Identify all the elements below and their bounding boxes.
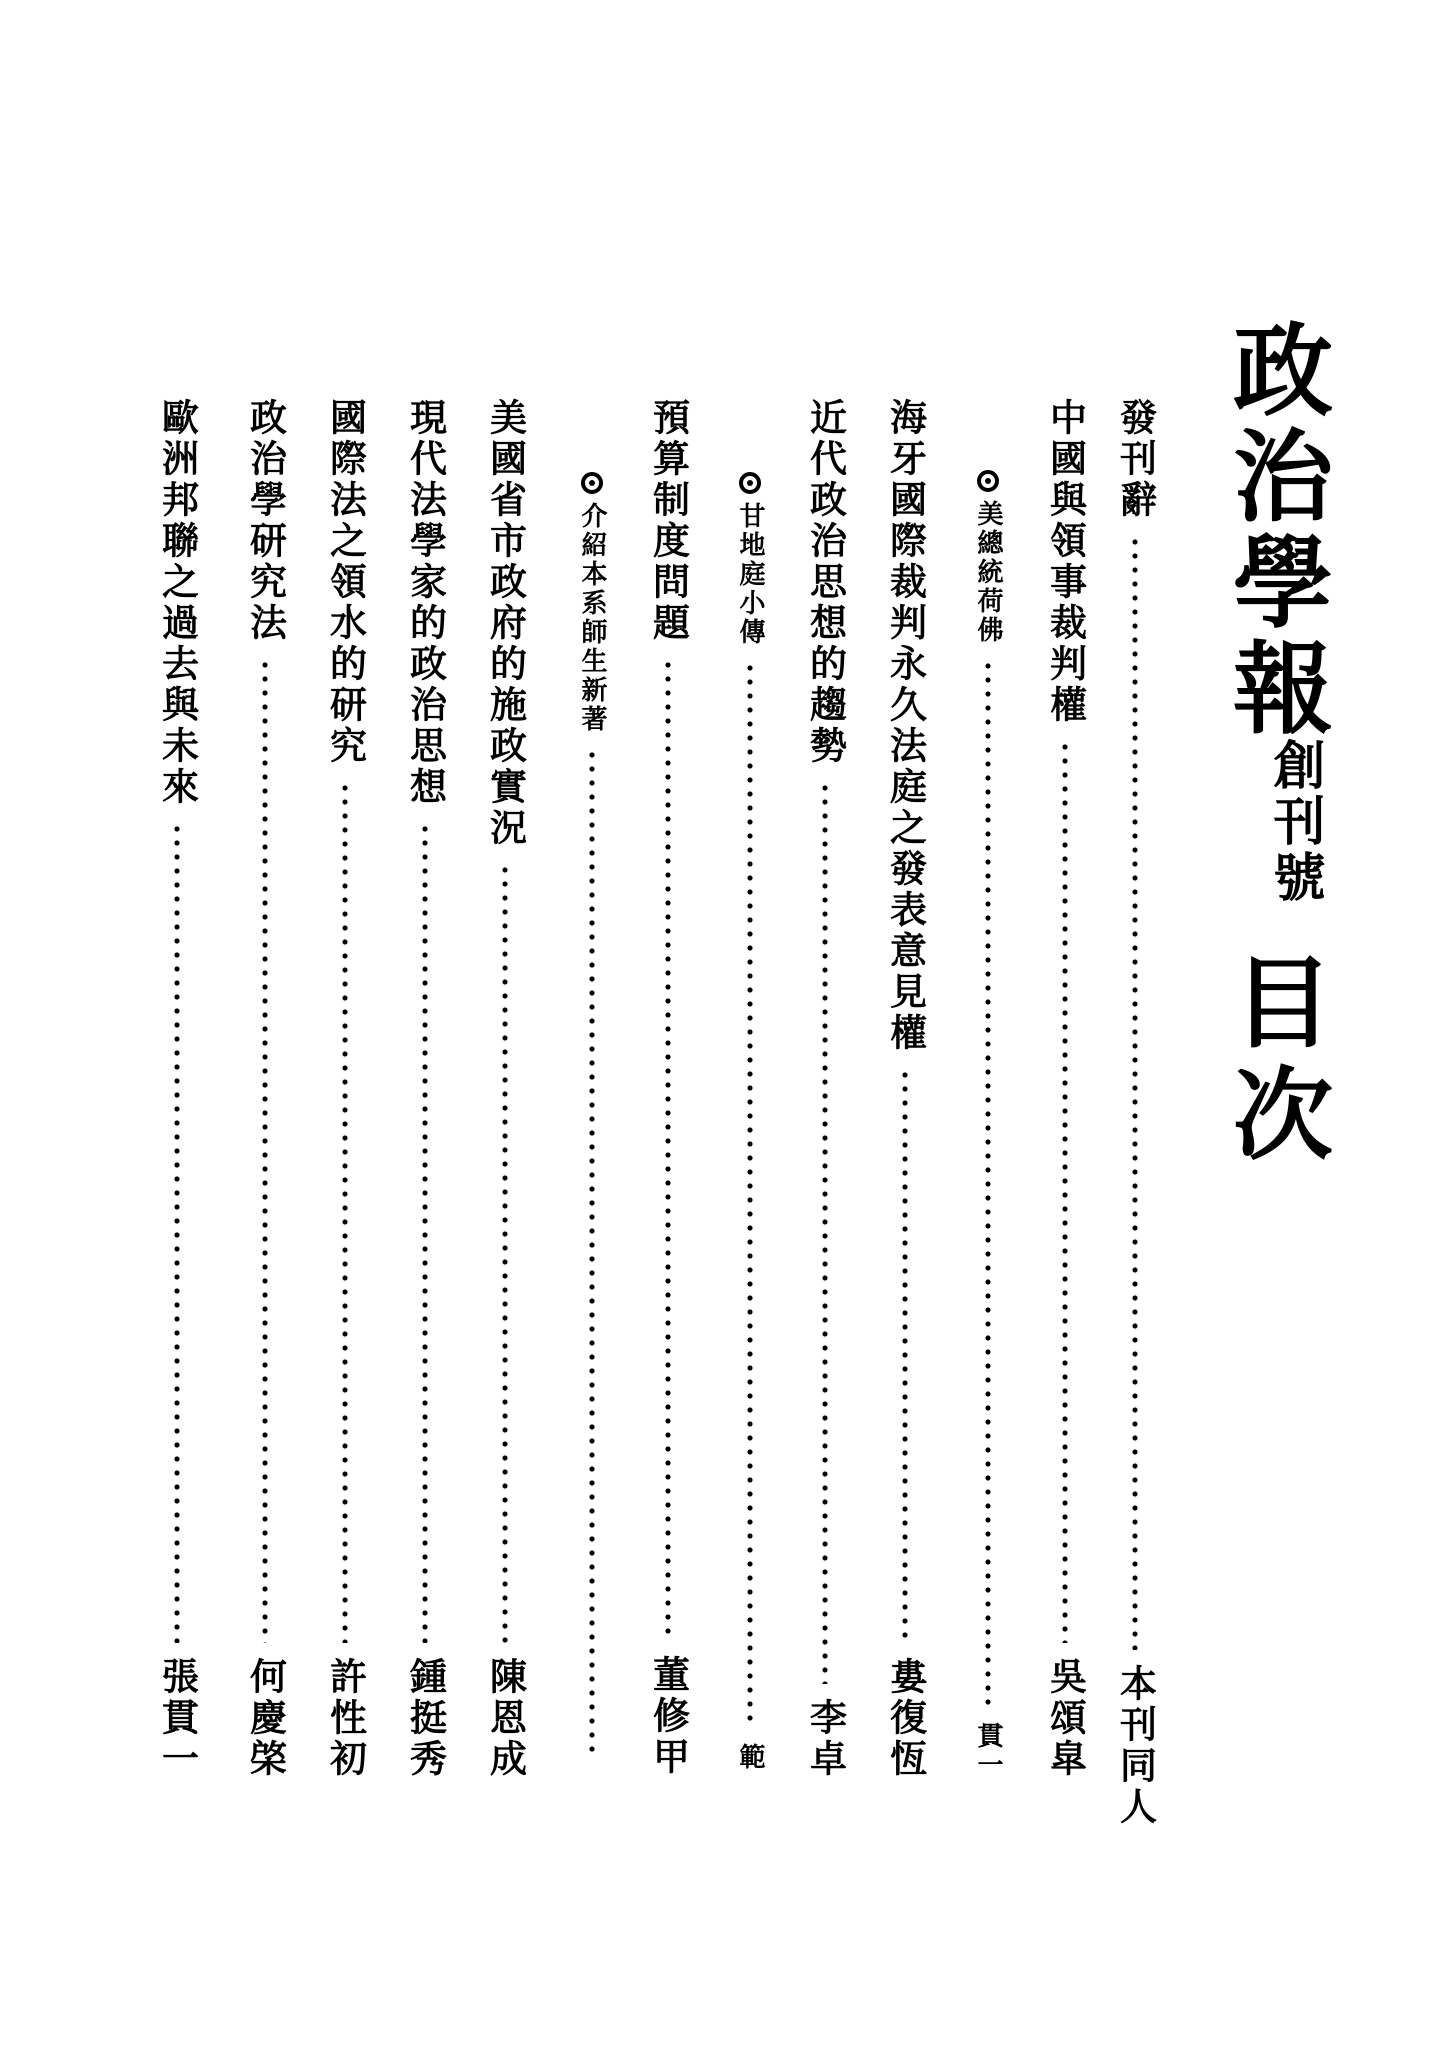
entry-author: 範 — [735, 1743, 765, 1772]
dot-leader — [589, 748, 595, 1758]
toc-entry — [1040, 398, 1090, 1780]
toc-entry — [240, 398, 290, 1780]
entry-title: 現代法學家的政治思想 — [403, 398, 448, 808]
toc-entry — [152, 398, 202, 1780]
dot-leader — [1062, 740, 1068, 1643]
toc-entry — [800, 398, 850, 1780]
dot-leader — [747, 661, 753, 1729]
entry-title: 歐洲邦聯之過去與未來 — [155, 398, 200, 808]
entry-title: 發刊辭 — [1113, 398, 1158, 521]
entry-author: 本刊同人 — [1113, 1664, 1158, 1828]
entry-author: 何慶棨 — [243, 1657, 288, 1780]
toc-entry-sub — [572, 472, 612, 1772]
journal-title: 政治學報 — [1216, 318, 1334, 742]
issue-label: 創刊號 — [1264, 738, 1325, 906]
toc-entry — [400, 398, 450, 1780]
entry-author: 張貫一 — [155, 1657, 200, 1780]
toc-entry — [1110, 398, 1160, 1828]
entry-title: 美國省市政府的施政實況 — [483, 398, 528, 849]
entry-author: 鍾挺秀 — [403, 1657, 448, 1780]
dot-leader — [174, 822, 180, 1643]
entry-title: 政治學研究法 — [243, 398, 288, 644]
entry-title: 美總統荷佛 — [973, 500, 1003, 645]
entry-title: 國際法之領水的研究 — [323, 398, 368, 767]
toc-entry — [480, 398, 530, 1780]
dot-leader — [1132, 535, 1138, 1650]
bullet-icon — [739, 472, 761, 494]
toc-heading: 目次 — [1216, 950, 1334, 1174]
dot-leader — [985, 659, 991, 1708]
dot-leader — [342, 781, 348, 1643]
toc-entry — [320, 398, 370, 1780]
toc-entry-sub — [730, 472, 770, 1772]
toc-entry — [880, 398, 930, 1780]
dot-leader — [665, 658, 671, 1641]
dot-leader — [262, 658, 268, 1643]
toc-entry — [643, 398, 693, 1778]
dot-leader — [822, 781, 828, 1684]
bullet-icon — [977, 470, 999, 492]
entry-title: 中國與領事裁判權 — [1043, 398, 1088, 726]
entry-author: 婁復恆 — [883, 1657, 928, 1780]
dot-leader — [902, 1068, 908, 1643]
entry-author: 吳頌皐 — [1043, 1657, 1088, 1780]
entry-title: 介紹本系師生新著 — [577, 502, 607, 734]
entry-author: 李卓 — [803, 1698, 848, 1780]
entry-author: 陳恩成 — [483, 1657, 528, 1780]
toc-entry-sub — [968, 470, 1008, 1780]
entry-title: 預算制度問題 — [646, 398, 691, 644]
entry-author: 董修甲 — [646, 1655, 691, 1778]
entry-title: 海牙國際裁判永久法庭之發表意見權 — [883, 398, 928, 1054]
entry-title: 甘地庭小傳 — [735, 502, 765, 647]
dot-leader — [422, 822, 428, 1643]
entry-author: 貫一 — [973, 1722, 1003, 1780]
entry-author: 許性初 — [323, 1657, 368, 1780]
bullet-icon — [581, 472, 603, 494]
entry-title: 近代政治思想的趨勢 — [803, 398, 848, 767]
dot-leader — [502, 863, 508, 1643]
